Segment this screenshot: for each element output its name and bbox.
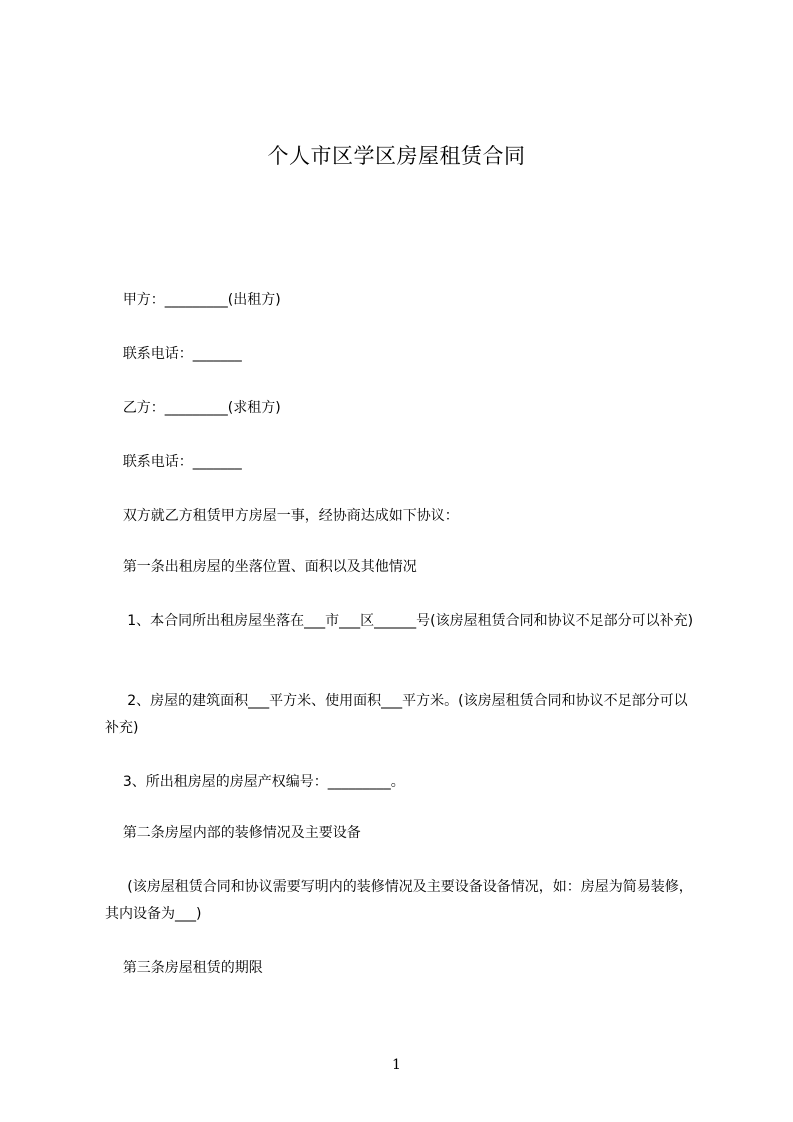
article-1-item-2: 2、房屋的建筑面积___平方米、使用面积___平方米。(该房屋租赁合同和协议不足部分可以补充) bbox=[105, 693, 688, 736]
party-a-phone-line: 联系电话：_______ bbox=[105, 346, 242, 362]
article-2-body: (该房屋租赁合同和协议需要写明内的装修情况及主要设备设备情况，如：房屋为简易装修，其内设备为___) bbox=[105, 879, 693, 922]
page-number: 1 bbox=[392, 1057, 401, 1073]
article-1-heading: 第一条出租房屋的坐落位置、面积以及其他情况 bbox=[105, 559, 417, 575]
article-3-heading: 第三条房屋租赁的期限 bbox=[105, 960, 263, 976]
party-a-line: 甲方：_________(出租方) bbox=[105, 292, 281, 308]
article-1-item-3: 3、所出租房屋的房屋产权编号：_________。 bbox=[105, 774, 405, 790]
party-b-line: 乙方：_________(求租方) bbox=[105, 400, 281, 416]
document-title: 个人市区学区房屋租赁合同 bbox=[267, 144, 526, 168]
article-1-item-1: 1、本合同所出租房屋坐落在___市___区______号(该房屋租赁合同和协议不足部分可以补充) bbox=[105, 613, 694, 629]
party-b-phone-line: 联系电话：_______ bbox=[105, 454, 242, 470]
agreement-intro: 双方就乙方租赁甲方房屋一事，经协商达成如下协议： bbox=[105, 508, 459, 524]
article-2-heading: 第二条房屋内部的装修情况及主要设备 bbox=[105, 825, 361, 841]
